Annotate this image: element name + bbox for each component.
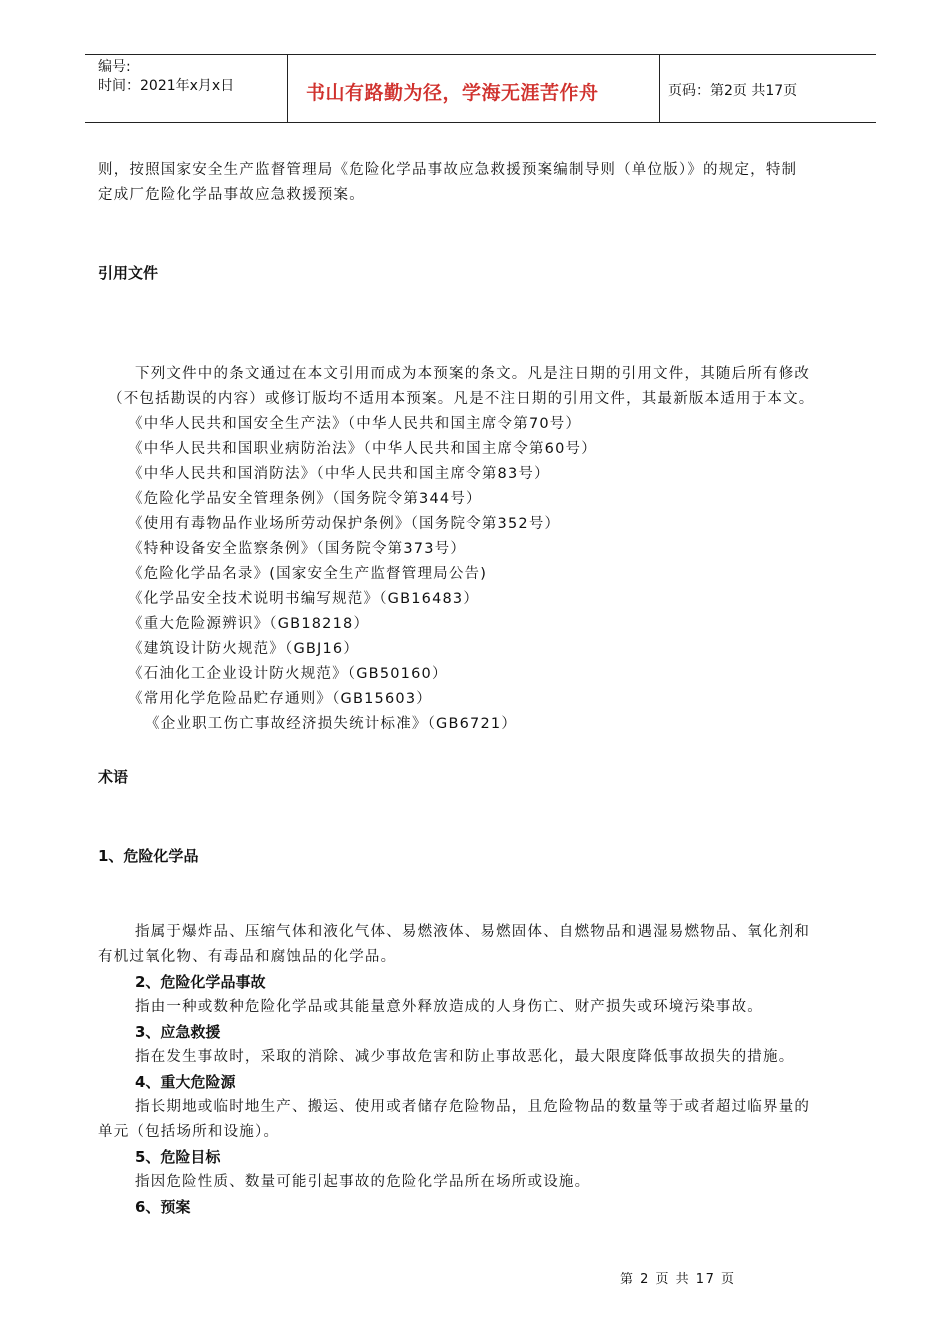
term-text-3: 指在发生事故时，采取的消除、减少事故危害和防止事故恶化，最大限度降低事故损失的措施。 (135, 1049, 795, 1065)
reference-item: 《常用化学危险品贮存通则》（GB15603） (128, 691, 432, 707)
term-text-4-line-2: 单元（包括场所和设施）。 (98, 1124, 280, 1140)
header-top-rule (85, 54, 876, 55)
reference-item: 《重大危险源辨识》（GB18218） (128, 616, 370, 632)
term-heading-3: 3、应急救援 (135, 1023, 221, 1041)
reference-item: 《化学品安全技术说明书编写规范》（GB16483） (128, 591, 480, 607)
header-number-label: 编号: (98, 59, 131, 75)
references-paragraph-line-1: 下列文件中的条文通过在本文引用而成为本预案的条文。凡是注日期的引用文件，其随后所有修改 (135, 366, 811, 382)
reference-item: 《企业职工伤亡事故经济损失统计标准》（GB6721） (145, 716, 518, 732)
footer-page-number: 第 2 页 共 17 页 (620, 1272, 736, 1287)
header-divider-left (287, 54, 288, 122)
term-heading-2: 2、危险化学品事故 (135, 973, 266, 991)
header-page-info: 页码：第2页 共17页 (668, 83, 798, 99)
reference-item: 《建筑设计防火规范》（GBJ16） (128, 641, 360, 657)
term-text-4-line-1: 指长期地或临时地生产、搬运、使用或者储存危险物品，且危险物品的数量等于或者超过临界量的 (135, 1099, 811, 1115)
header-time-label: 时间：2021年x月x日 (98, 78, 235, 94)
header-motto: 书山有路勤为径，学海无涯苦作舟 (306, 82, 599, 104)
references-paragraph-line-2: （不包括勘误的内容）或修订版均不适用本预案。凡是不注日期的引用文件，其最新版本适用于本文。 (108, 391, 815, 407)
intro-line-2: 定成厂危险化学品事故应急救援预案。 (98, 187, 365, 203)
term-heading-5: 5、危险目标 (135, 1148, 221, 1166)
intro-line-1: 则，按照国家安全生产监督管理局《危险化学品事故应急救援预案编制导则（单位版）》的规定，特制 (98, 162, 798, 178)
term-text-1-line-2: 有机过氧化物、有毒品和腐蚀品的化学品。 (98, 949, 397, 965)
header-bottom-rule (85, 122, 876, 123)
section-title-references: 引用文件 (98, 264, 159, 282)
term-text-5: 指因危险性质、数量可能引起事故的危险化学品所在场所或设施。 (135, 1174, 591, 1190)
reference-item: 《使用有毒物品作业场所劳动保护条例》（国务院令第352号） (128, 516, 561, 532)
term-text-2: 指由一种或数种危险化学品或其能量意外释放造成的人身伤亡、财产损失或环境污染事故。 (135, 999, 763, 1015)
term-text-1-line-1: 指属于爆炸品、压缩气体和液化气体、易燃液体、易燃固体、自燃物品和遇湿易燃物品、氧化剂和 (135, 924, 811, 940)
term-heading-1: 1、危险化学品 (98, 847, 199, 865)
reference-item: 《危险化学品名录》(国家安全生产监督管理局公告) (128, 566, 488, 582)
reference-item: 《中华人民共和国职业病防治法》（中华人民共和国主席令第60号） (128, 441, 597, 457)
reference-item: 《特种设备安全监察条例》（国务院令第373号） (128, 541, 467, 557)
header-divider-right (659, 54, 660, 122)
reference-item: 《石油化工企业设计防火规范》（GB50160） (128, 666, 448, 682)
section-title-terms: 术语 (98, 768, 129, 786)
reference-item: 《中华人民共和国消防法》（中华人民共和国主席令第83号） (128, 466, 550, 482)
term-heading-6: 6、预案 (135, 1198, 191, 1216)
term-heading-4: 4、重大危险源 (135, 1073, 236, 1091)
reference-item: 《危险化学品安全管理条例》（国务院令第344号） (128, 491, 482, 507)
reference-item: 《中华人民共和国安全生产法》（中华人民共和国主席令第70号） (128, 416, 582, 432)
